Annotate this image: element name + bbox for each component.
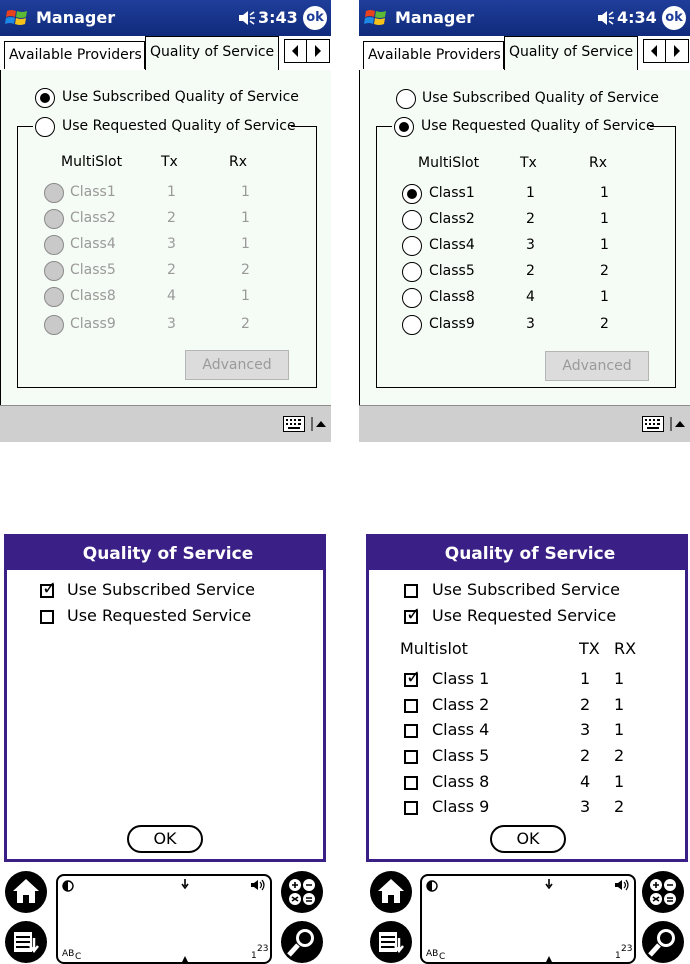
find-icon[interactable] bbox=[280, 920, 324, 964]
svg-text:1: 1 bbox=[615, 951, 621, 960]
calculator-icon[interactable] bbox=[641, 870, 685, 914]
tab-available-providers[interactable]: Available Providers bbox=[4, 41, 145, 69]
class-tx: 4 bbox=[580, 772, 591, 791]
tx-header: TX bbox=[579, 639, 600, 658]
subscribed-radio[interactable] bbox=[396, 89, 416, 109]
graffiti-area[interactable] bbox=[56, 874, 272, 964]
class-rx: 1 bbox=[241, 288, 250, 304]
tab-strip bbox=[0, 36, 331, 70]
class-name: Class 4 bbox=[432, 720, 490, 739]
groupbox-caption bbox=[33, 115, 296, 137]
home-icon[interactable] bbox=[4, 870, 48, 914]
class-radio[interactable] bbox=[402, 210, 422, 230]
requested-label: Use Requested Service bbox=[432, 606, 617, 625]
tab-scroll-arrows bbox=[284, 39, 330, 63]
class-tx: 3 bbox=[526, 237, 535, 253]
class-name: Class8 bbox=[70, 288, 116, 304]
class-rx: 1 bbox=[600, 211, 609, 227]
class-rx: 1 bbox=[241, 184, 250, 200]
svg-text:C: C bbox=[439, 952, 446, 960]
tab-available-providers[interactable]: Available Providers bbox=[363, 41, 504, 69]
class-radio[interactable] bbox=[402, 236, 422, 256]
clock[interactable]: 4:34 bbox=[617, 8, 657, 27]
title-bar bbox=[0, 0, 331, 36]
divider-arrow-icon bbox=[544, 956, 554, 964]
divider-arrow-icon bbox=[180, 956, 190, 964]
svg-text:AB: AB bbox=[62, 949, 75, 959]
app-title: Manager bbox=[36, 8, 116, 27]
ok-button[interactable]: ok bbox=[303, 6, 327, 30]
subscribed-label: Use Subscribed Service bbox=[67, 580, 255, 599]
class-rx: 1 bbox=[614, 772, 625, 791]
class-tx: 3 bbox=[526, 316, 535, 332]
class-rx: 1 bbox=[600, 289, 609, 305]
calculator-icon[interactable] bbox=[280, 870, 324, 914]
class-name: Class 9 bbox=[432, 797, 490, 816]
tab-content bbox=[359, 69, 690, 405]
requested-radio[interactable] bbox=[394, 117, 414, 137]
class-name: Class1 bbox=[429, 185, 475, 201]
class-tx: 3 bbox=[167, 316, 176, 332]
class-name: Class5 bbox=[429, 263, 475, 279]
ok-button[interactable]: ok bbox=[662, 6, 686, 30]
palm-screen bbox=[366, 534, 688, 862]
menu-icon[interactable] bbox=[369, 920, 413, 964]
scroll-left-icon[interactable] bbox=[644, 40, 665, 62]
scroll-left-icon[interactable] bbox=[285, 40, 306, 62]
class-tx: 3 bbox=[167, 236, 176, 252]
subscribed-label: Use Subscribed Quality of Service bbox=[422, 90, 659, 106]
class-radio[interactable] bbox=[402, 315, 422, 335]
down-arrow-icon bbox=[180, 879, 190, 889]
class-checkbox[interactable] bbox=[404, 801, 418, 815]
scroll-right-icon[interactable] bbox=[307, 40, 329, 62]
class-name: Class 1 bbox=[432, 669, 490, 688]
input-menu-arrow-icon[interactable] bbox=[670, 417, 686, 431]
class-name: Class8 bbox=[429, 289, 475, 305]
speaker-icon[interactable] bbox=[250, 879, 266, 891]
class-tx: 3 bbox=[580, 797, 591, 816]
requested-label: Use Requested Service bbox=[67, 606, 252, 625]
ppc-screen-1 bbox=[0, 0, 331, 442]
class-rx: 1 bbox=[614, 695, 625, 714]
rx-header: RX bbox=[614, 639, 637, 658]
multislot-header: MultiSlot bbox=[418, 155, 480, 171]
multislot-header: Multislot bbox=[400, 639, 468, 658]
class-tx: 2 bbox=[580, 746, 591, 765]
svg-text:1: 1 bbox=[251, 951, 257, 960]
find-icon[interactable] bbox=[641, 920, 685, 964]
class-name: Class 5 bbox=[432, 746, 490, 765]
advanced-button[interactable]: Advanced bbox=[185, 350, 289, 380]
contrast-icon[interactable] bbox=[62, 880, 74, 892]
class-radio[interactable] bbox=[402, 288, 422, 308]
class-radio[interactable] bbox=[44, 315, 64, 335]
requested-checkbox[interactable] bbox=[404, 610, 418, 624]
down-arrow-icon bbox=[544, 879, 554, 889]
home-icon[interactable] bbox=[369, 870, 413, 914]
contrast-icon[interactable] bbox=[426, 880, 438, 892]
palm-device-2 bbox=[366, 534, 688, 964]
requested-label: Use Requested Quality of Service bbox=[62, 118, 296, 134]
rx-header: Rx bbox=[229, 154, 248, 170]
class-tx: 1 bbox=[167, 184, 176, 200]
class-rx: 1 bbox=[600, 237, 609, 253]
class-name: Class4 bbox=[70, 236, 116, 252]
class-rx: 2 bbox=[614, 746, 625, 765]
class-name: Class 8 bbox=[432, 772, 490, 791]
svg-text:AB: AB bbox=[426, 949, 439, 959]
tx-header: Tx bbox=[520, 155, 537, 171]
ppc-screen-2 bbox=[359, 0, 690, 442]
volume-icon[interactable] bbox=[596, 9, 616, 27]
class-name: Class1 bbox=[70, 184, 116, 200]
requested-label: Use Requested Quality of Service bbox=[421, 118, 655, 134]
class-tx: 4 bbox=[526, 289, 535, 305]
class-tx: 1 bbox=[526, 185, 535, 201]
svg-text:23: 23 bbox=[257, 944, 269, 954]
menu-bar bbox=[359, 405, 690, 442]
advanced-button[interactable]: Advanced bbox=[545, 351, 649, 381]
svg-text:C: C bbox=[75, 952, 82, 960]
palm-device-1 bbox=[4, 534, 326, 964]
svg-text:23: 23 bbox=[621, 944, 633, 954]
class-radio[interactable] bbox=[44, 287, 64, 307]
class-checkbox[interactable] bbox=[404, 776, 418, 790]
class-radio[interactable] bbox=[44, 209, 64, 229]
menu-icon[interactable] bbox=[4, 920, 48, 964]
app-title: Manager bbox=[395, 8, 475, 27]
number-mode-icon[interactable] bbox=[614, 942, 634, 960]
windows-flag-icon[interactable] bbox=[364, 6, 388, 30]
class-tx: 2 bbox=[580, 695, 591, 714]
tab-quality-of-service[interactable]: Quality of Service bbox=[145, 36, 279, 70]
class-rx: 2 bbox=[614, 797, 625, 816]
class-checkbox[interactable] bbox=[404, 673, 418, 687]
clock[interactable]: 3:43 bbox=[258, 8, 298, 27]
rx-header: Rx bbox=[589, 155, 608, 171]
abc-mode-icon[interactable] bbox=[62, 946, 84, 960]
volume-icon[interactable] bbox=[237, 9, 257, 27]
class-checkbox[interactable] bbox=[404, 699, 418, 713]
number-mode-icon[interactable] bbox=[250, 942, 270, 960]
tab-content bbox=[0, 69, 331, 405]
class-rx: 1 bbox=[614, 669, 625, 688]
class-radio[interactable] bbox=[44, 183, 64, 203]
abc-mode-icon[interactable] bbox=[426, 946, 448, 960]
class-tx: 2 bbox=[526, 211, 535, 227]
multislot-header: MultiSlot bbox=[61, 154, 123, 170]
class-name: Class9 bbox=[429, 316, 475, 332]
class-rx: 2 bbox=[600, 316, 609, 332]
ok-button[interactable]: OK bbox=[490, 825, 566, 853]
tab-strip bbox=[359, 36, 690, 70]
tab-quality-of-service[interactable]: Quality of Service bbox=[504, 36, 638, 70]
class-name: Class4 bbox=[429, 237, 475, 253]
class-rx: 1 bbox=[614, 720, 625, 739]
class-checkbox[interactable] bbox=[404, 724, 418, 738]
title-bar bbox=[359, 0, 690, 36]
scroll-right-icon[interactable] bbox=[666, 40, 688, 62]
input-menu-arrow-icon[interactable] bbox=[311, 417, 327, 431]
ok-button[interactable]: OK bbox=[127, 825, 203, 853]
class-tx: 3 bbox=[580, 720, 591, 739]
tab-scroll-arrows bbox=[643, 39, 689, 63]
graffiti-area[interactable] bbox=[420, 874, 636, 964]
requested-checkbox[interactable] bbox=[40, 610, 54, 624]
groupbox-caption bbox=[392, 115, 655, 137]
class-name: Class2 bbox=[429, 211, 475, 227]
class-name: Class9 bbox=[70, 316, 116, 332]
class-tx: 1 bbox=[580, 669, 591, 688]
class-rx: 1 bbox=[241, 236, 250, 252]
speaker-icon[interactable] bbox=[614, 879, 630, 891]
subscribed-label: Use Subscribed Quality of Service bbox=[62, 89, 299, 105]
class-radio[interactable] bbox=[44, 261, 64, 281]
subscribed-label: Use Subscribed Service bbox=[432, 580, 620, 599]
palm-title-bar: Quality of Service bbox=[369, 534, 688, 570]
class-rx: 1 bbox=[241, 210, 250, 226]
menu-bar bbox=[0, 405, 331, 442]
class-tx: 2 bbox=[167, 210, 176, 226]
subscribed-radio[interactable] bbox=[35, 88, 55, 108]
class-tx: 2 bbox=[167, 262, 176, 278]
class-rx: 1 bbox=[600, 185, 609, 201]
requested-radio[interactable] bbox=[35, 117, 55, 137]
class-tx: 4 bbox=[167, 288, 176, 304]
class-radio[interactable] bbox=[44, 235, 64, 255]
class-name: Class5 bbox=[70, 262, 116, 278]
windows-flag-icon[interactable] bbox=[5, 6, 29, 30]
tx-header: Tx bbox=[161, 154, 178, 170]
class-name: Class 2 bbox=[432, 695, 490, 714]
subscribed-checkbox[interactable] bbox=[404, 584, 418, 598]
class-radio[interactable] bbox=[402, 262, 422, 282]
class-radio[interactable] bbox=[402, 184, 422, 204]
subscribed-checkbox[interactable] bbox=[40, 584, 54, 598]
class-rx: 2 bbox=[600, 263, 609, 279]
palm-title-bar: Quality of Service bbox=[7, 534, 326, 570]
keyboard-icon[interactable] bbox=[283, 416, 305, 432]
class-rx: 2 bbox=[241, 316, 250, 332]
keyboard-icon[interactable] bbox=[642, 416, 664, 432]
class-checkbox[interactable] bbox=[404, 750, 418, 764]
class-rx: 2 bbox=[241, 262, 250, 278]
class-tx: 2 bbox=[526, 263, 535, 279]
class-name: Class2 bbox=[70, 210, 116, 226]
palm-screen bbox=[4, 534, 326, 862]
